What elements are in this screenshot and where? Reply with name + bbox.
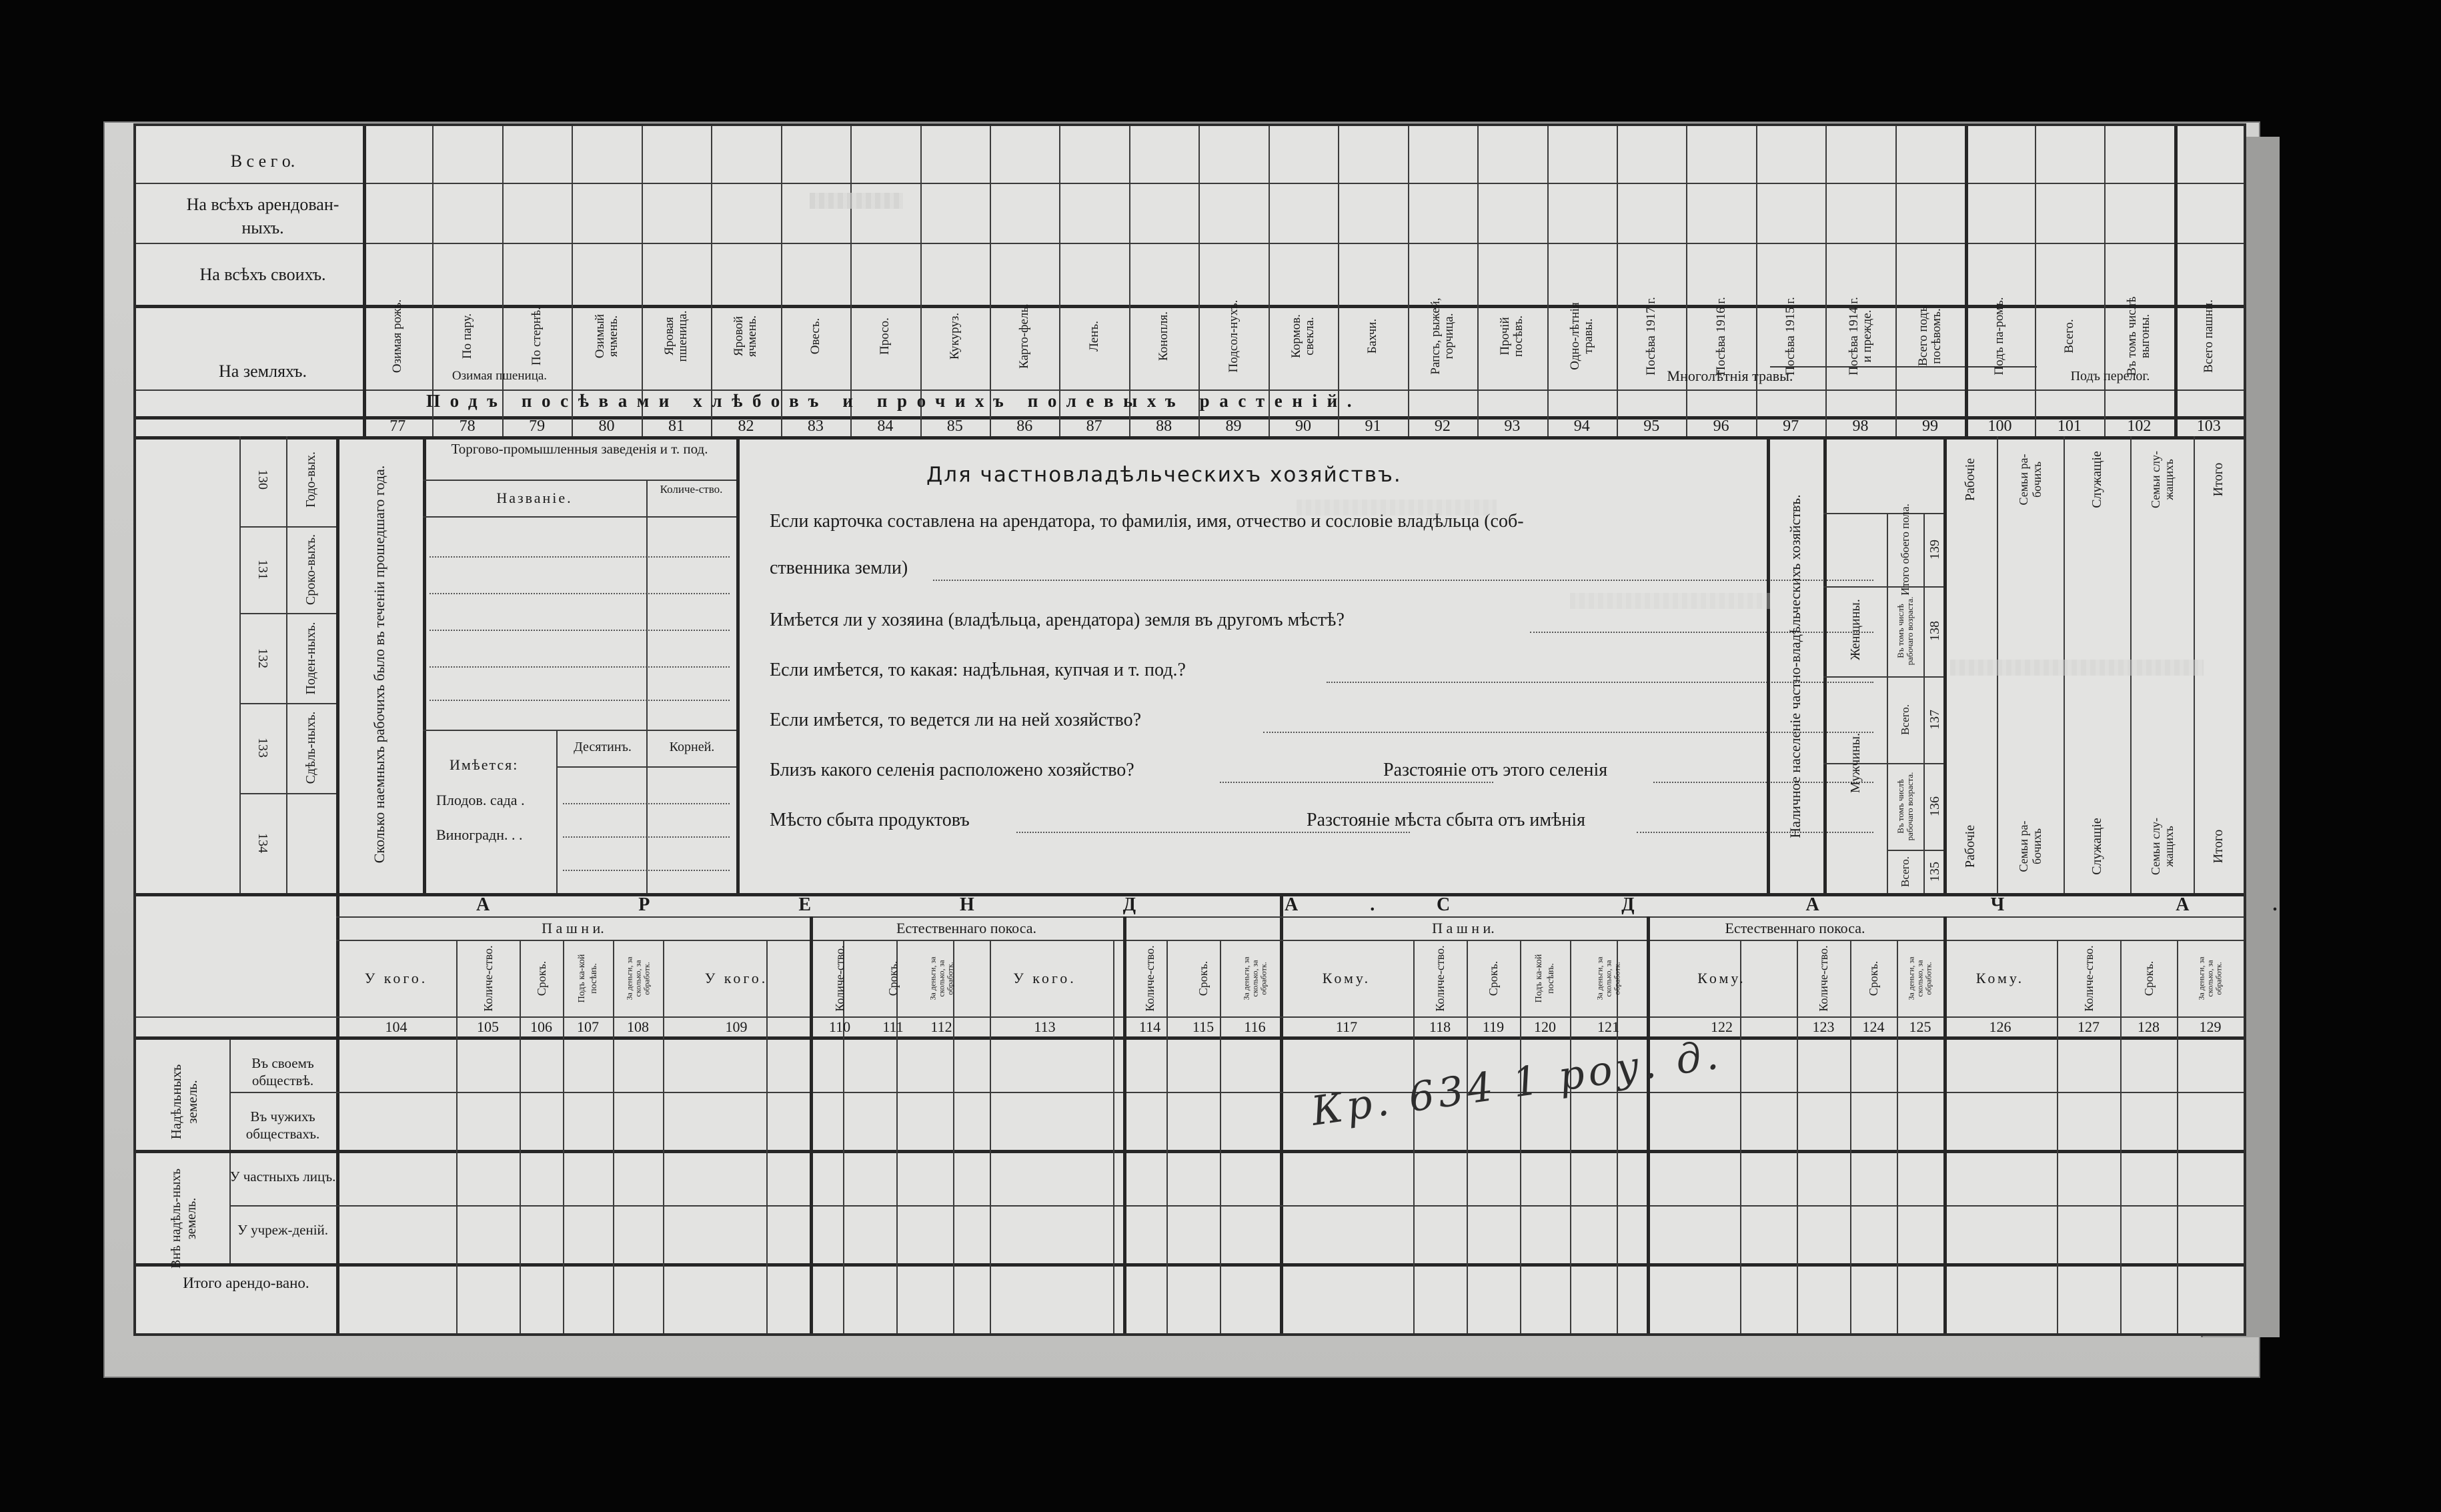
crop-header: Прочій посѣвъ. xyxy=(1498,315,1526,357)
grid-line xyxy=(520,940,521,1333)
col-header-kolichestvo: Количе-ство. xyxy=(1433,945,1447,1012)
crop-col-number: 80 xyxy=(598,418,615,435)
lease-col-number: 122 xyxy=(1711,1018,1733,1035)
grid-line xyxy=(2120,940,2122,1333)
crop-col-divider xyxy=(1756,126,1757,436)
lease-col-number: 115 xyxy=(1192,1018,1214,1035)
crop-header: Посѣва 1916 г. xyxy=(1713,297,1728,375)
col-header-komu: Кому. xyxy=(1322,970,1371,986)
grid-line xyxy=(2057,940,2058,1333)
private-title: Для частновладѣльческихъ хозяйствъ. xyxy=(926,463,1402,487)
sdacha-arable: П а ш н и. xyxy=(1432,920,1495,936)
grid-line xyxy=(1467,940,1468,1333)
crop-col-number: 83 xyxy=(807,418,824,435)
workers-daily: Поден-ныхъ. xyxy=(303,622,318,695)
grid-line xyxy=(136,1036,2244,1040)
question-other-land: Имѣется ли у хозяина (владѣльца, арендатора) земля въ другомъ мѣстѣ? xyxy=(770,610,1345,630)
right-col-employees-b: Служащіе xyxy=(2090,818,2104,875)
pop-num-135: 135 xyxy=(1927,862,1942,882)
women-label: Женщины. xyxy=(1848,599,1863,660)
lease-col-number: 123 xyxy=(1812,1018,1835,1035)
row-rented-label-2: ныхъ. xyxy=(241,218,284,237)
garden-desyatin: Десятинъ. xyxy=(574,740,632,754)
grid-line xyxy=(990,940,991,1333)
crop-col-divider xyxy=(1547,126,1549,436)
lease-col-number: 111 xyxy=(882,1018,904,1035)
crop-header: Всего пашни. xyxy=(2201,299,2216,373)
crop-col-divider xyxy=(502,126,504,436)
row-private-persons: У частныхъ лицъ. xyxy=(229,1169,336,1185)
crop-col-divider xyxy=(1895,126,1897,436)
lease-col-number: 117 xyxy=(1335,1018,1358,1035)
right-col-worker-families-b: Семьи ра-бочихъ xyxy=(2017,820,2044,872)
garden-fruit: Плодов. сада . xyxy=(436,792,525,808)
lease-col-number: 127 xyxy=(2078,1018,2100,1035)
crop-col-number: 77 xyxy=(389,418,406,435)
group-winter-wheat: Озимая пшеница. xyxy=(452,369,548,383)
lease-col-number: 124 xyxy=(1862,1018,1885,1035)
group-perennial-grasses: Многолѣтнія травы. xyxy=(1667,367,1793,384)
grid-line xyxy=(136,1016,2244,1018)
crops-band: Подъ посѣвами хлѣбовъ и прочихъ полевыхъ растеній. xyxy=(426,391,1362,411)
pop-num-137: 137 xyxy=(1927,710,1942,730)
workers-piece: Сдѣль-ныхъ. xyxy=(303,711,318,784)
allotment-lands: Надѣльныхъ земель. xyxy=(168,1064,200,1140)
col-header-srok: Срокъ. xyxy=(1487,960,1500,996)
census-form xyxy=(133,123,2361,1336)
crop-header: Всего. xyxy=(2062,319,2076,353)
group-fallow: Подъ перелог. xyxy=(2070,369,2150,384)
col-header-komu: Кому. xyxy=(1975,970,2025,986)
crop-header: Одно-лѣтнія травы. xyxy=(1567,302,1595,370)
grid-line xyxy=(1166,940,1168,1333)
livestock-num-132: 132 xyxy=(255,648,270,668)
crop-header: Въ томъ числѣ выгоны. xyxy=(2125,296,2153,376)
crop-col-number: 103 xyxy=(2196,418,2221,435)
lease-col-number: 119 xyxy=(1482,1018,1505,1035)
lease-col-number: 107 xyxy=(577,1018,599,1035)
crop-col-number: 102 xyxy=(2127,418,2152,435)
crop-col-number: 98 xyxy=(1852,418,1869,435)
crop-header: Кормов. свекла. xyxy=(1289,314,1317,358)
question-village: Близъ какого селенія расположено хозяйство? xyxy=(770,760,1134,780)
workers-annual: Годо-вых. xyxy=(303,452,318,508)
hired-workers-label: Сколько наемныхъ рабочихъ было въ теченіи прошедшаго года. xyxy=(371,465,387,864)
grid-line xyxy=(766,940,768,1333)
arenda-hay: Естественнаго покоса. xyxy=(896,920,1036,936)
livestock-num-134: 134 xyxy=(255,833,270,853)
right-col-employees: Служащіе xyxy=(2090,451,2104,508)
col-header-srok: Срокъ. xyxy=(2142,960,2156,996)
grid-line xyxy=(663,940,664,1333)
row-total-leased: Итого арендо-вано. xyxy=(183,1275,309,1291)
crop-col-number: 79 xyxy=(529,418,546,435)
question-land-type: Если имѣется, то какая: надѣльная, купчая и т. под.? xyxy=(770,660,1186,680)
col-header-pod_kakoi: Подъ ка-кой посѣвъ. xyxy=(576,954,599,1003)
crop-col-divider xyxy=(2035,126,2036,436)
crop-col-divider xyxy=(432,126,434,436)
lease-col-number: 112 xyxy=(930,1018,952,1035)
women-total-label: Всего. xyxy=(1899,704,1911,735)
crop-col-divider xyxy=(1129,126,1130,436)
right-col-total-b: Итого xyxy=(2211,829,2226,864)
men-total-label: Всего. xyxy=(1899,856,1911,887)
col-header-srok: Срокъ. xyxy=(886,960,900,996)
grid-line xyxy=(136,1150,2244,1153)
crop-col-divider xyxy=(572,126,573,436)
row-total-label: В с е г о. xyxy=(230,151,295,171)
crop-col-divider xyxy=(1965,126,1968,436)
crop-header: Бахчи. xyxy=(1365,318,1380,354)
livestock-num-130: 130 xyxy=(255,470,270,490)
grid-line xyxy=(810,916,813,1333)
crop-header: Карто-фель. xyxy=(1017,303,1032,369)
lease-col-number: 118 xyxy=(1429,1018,1451,1035)
col-header-kolichestvo: Количе-ство. xyxy=(833,945,846,1012)
col-header-kolichestvo: Количе-ство. xyxy=(2082,945,2096,1012)
col-header-u_kogo: У кого. xyxy=(1013,970,1076,986)
crop-col-number: 94 xyxy=(1573,418,1590,435)
garden-vine: Виноградн. . . xyxy=(436,826,523,843)
lease-col-number: 109 xyxy=(725,1018,748,1035)
crop-col-number: 85 xyxy=(946,418,963,435)
crop-col-number: 101 xyxy=(2057,418,2082,435)
grid-line xyxy=(1850,940,1851,1333)
grid-line xyxy=(1413,940,1415,1333)
crop-col-number: 96 xyxy=(1713,418,1729,435)
lease-col-number: 108 xyxy=(627,1018,649,1035)
crop-header: Всего подъ посѣвомъ. xyxy=(1916,306,1943,366)
crop-col-divider xyxy=(1269,126,1270,436)
lease-col-number: 120 xyxy=(1534,1018,1556,1035)
pop-num-138: 138 xyxy=(1927,621,1942,641)
grid-line xyxy=(1797,940,1798,1333)
col-header-za_dengi: За деньги, за сколько, за обработк. xyxy=(2196,956,2224,1000)
grid-line xyxy=(136,1263,2244,1267)
crop-col-number: 92 xyxy=(1434,418,1451,435)
crop-col-divider xyxy=(711,126,712,436)
grid-line xyxy=(336,893,339,1333)
crop-col-number: 82 xyxy=(738,418,754,435)
question-market: Мѣсто сбыта продуктовъ xyxy=(770,810,970,830)
crop-col-number: 78 xyxy=(459,418,476,435)
crop-header: Подсол-нухъ. xyxy=(1226,299,1241,373)
row-own-label: На всѣхъ своихъ. xyxy=(199,265,326,284)
lease-col-number: 104 xyxy=(385,1018,408,1035)
col-header-pod_kakoi: Подъ ка-кой посѣвъ. xyxy=(1533,954,1556,1003)
sdacha-title: С Д А Ч А. xyxy=(1437,894,2361,915)
crop-header: Яровая пшеница. xyxy=(662,310,690,362)
crop-col-divider xyxy=(2174,126,2178,436)
grid-line xyxy=(1570,940,1571,1333)
col-header-za_dengi: За деньги, за сколько, за обработк. xyxy=(928,956,954,1000)
col-header-u_kogo: У кого. xyxy=(364,970,428,986)
crop-col-divider xyxy=(1338,126,1339,436)
lease-col-number: 114 xyxy=(1138,1018,1161,1035)
crop-col-number: 84 xyxy=(877,418,894,435)
right-col-total: Итого xyxy=(2211,462,2226,497)
non-allotment-lands: Внѣ надѣль-ныхъ земель. xyxy=(169,1169,199,1269)
row-other-communes: Въ чужихъ обществахъ. xyxy=(245,1108,320,1142)
crop-col-number: 99 xyxy=(1922,418,1938,435)
crop-header: Посѣва 1914 г. и прежде. xyxy=(1846,297,1874,375)
grid-line xyxy=(1280,893,1283,1333)
grid-line xyxy=(1123,916,1126,1333)
crop-col-number: 87 xyxy=(1086,418,1102,435)
handwritten-note: Кр. 634 1 роу. д. xyxy=(1309,1031,1725,1135)
right-col-workers-b: Рабочіе xyxy=(1963,824,1977,868)
crop-header: Рапсъ, рыжей, горчица. xyxy=(1428,297,1456,375)
lease-col-number: 128 xyxy=(2138,1018,2160,1035)
grid-line xyxy=(336,940,2244,941)
grid-line xyxy=(1740,940,1741,1333)
lease-col-number: 106 xyxy=(530,1018,552,1035)
crop-header: Подъ па-ромъ. xyxy=(1992,297,2007,375)
arenda-title: А Р Е Н Д А. xyxy=(476,894,1447,915)
lease-col-number: 105 xyxy=(477,1018,499,1035)
question-owner-cont: ственника земли) xyxy=(770,558,908,578)
pop-num-136: 136 xyxy=(1927,796,1942,816)
crop-header: Просо. xyxy=(878,317,892,355)
crop-header: Конопля. xyxy=(1156,311,1171,361)
lease-col-number: 126 xyxy=(1989,1018,2011,1035)
question-village-distance: Разстояніе отъ этого селенія xyxy=(1383,760,1608,780)
col-header-za_dengi: За деньги, за сколько, за обработк. xyxy=(1595,956,1621,1000)
crop-header: Посѣва 1917 г. xyxy=(1644,297,1659,375)
crop-col-divider xyxy=(642,126,643,436)
row-own-commune: Въ своемъ обществѣ. xyxy=(251,1055,314,1088)
grid-line xyxy=(563,940,564,1333)
trade-title: Торгово-промышленныя заведенія и т. под. xyxy=(451,441,708,457)
lease-col-number: 113 xyxy=(1034,1018,1056,1035)
crop-header: По стернѣ. xyxy=(530,307,544,365)
women-incl-label: Въ томъ числѣ рабочаго возраста. xyxy=(1895,596,1915,666)
crop-col-divider xyxy=(1825,126,1827,436)
crop-col-divider xyxy=(1477,126,1479,436)
crop-col-number: 81 xyxy=(668,418,684,435)
men-incl-label: Въ томъ числѣ рабочаго возраста. xyxy=(1895,772,1915,841)
total-both-label: Итого обоего пола. xyxy=(1899,504,1911,596)
grid-line xyxy=(456,940,458,1333)
crop-col-divider xyxy=(1198,126,1200,436)
right-col-employee-families: Семьи слу-жащихъ xyxy=(2149,451,2176,508)
col-header-kolichestvo: Количе-ство. xyxy=(1143,945,1156,1012)
crop-header: Посѣва 1915 г. xyxy=(1783,297,1798,375)
crop-header: По пару. xyxy=(460,313,474,359)
grid-line xyxy=(2177,940,2178,1333)
workers-term: Сроко-выхъ. xyxy=(303,534,318,606)
crop-col-divider xyxy=(920,126,922,436)
right-col-worker-families: Семьи ра-бочихъ xyxy=(2017,454,2044,506)
row-rented-label: На всѣхъ арендован- xyxy=(186,195,339,214)
col-header-kolichestvo: Количе-ство. xyxy=(481,945,495,1012)
crop-col-number: 93 xyxy=(1504,418,1521,435)
col-header-srok: Срокъ. xyxy=(1867,960,1880,996)
crop-col-divider xyxy=(1059,126,1060,436)
men-label: Мужчины. xyxy=(1848,732,1863,794)
arenda-arable: П а ш н и. xyxy=(542,920,604,936)
crop-header: Яровой ячмень. xyxy=(732,315,760,357)
lease-col-number: 116 xyxy=(1244,1018,1266,1035)
crop-col-number: 97 xyxy=(1783,418,1799,435)
crop-col-number: 86 xyxy=(1016,418,1033,435)
right-col-workers: Рабочіе xyxy=(1963,458,1977,502)
grid-line xyxy=(229,1092,2244,1093)
grid-line xyxy=(1520,940,1521,1333)
crop-col-divider xyxy=(1686,126,1687,436)
col-header-za_dengi: За деньги, за сколько, за обработк. xyxy=(624,956,651,1000)
crop-header: Озимая рожь. xyxy=(390,299,405,373)
grid-line xyxy=(613,940,614,1333)
trade-name-header: Названіе. xyxy=(496,490,573,506)
lease-col-number: 110 xyxy=(828,1018,851,1035)
crop-header: Ленъ. xyxy=(1086,321,1101,351)
lease-col-number: 129 xyxy=(2199,1018,2222,1035)
grid-line xyxy=(229,1205,2244,1207)
row-land-label: На земляхъ. xyxy=(219,361,307,381)
crop-col-number: 91 xyxy=(1365,418,1381,435)
garden-has: Имѣется: xyxy=(450,756,519,773)
question-owner: Если карточка составлена на арендатора, то фамилія, имя, отчество и сословіе владѣльца (соб- xyxy=(770,511,1524,532)
grid-line xyxy=(336,916,2244,918)
lease-col-number: 121 xyxy=(1597,1018,1619,1035)
crop-col-number: 95 xyxy=(1643,418,1660,435)
crop-header: Кукуруз. xyxy=(947,312,962,360)
crop-col-number: 88 xyxy=(1156,418,1172,435)
crop-col-number: 90 xyxy=(1295,418,1311,435)
crop-col-divider xyxy=(850,126,852,436)
crop-col-number: 89 xyxy=(1225,418,1242,435)
col-header-za_dengi: За деньги, за сколько, за обработк. xyxy=(1241,956,1268,1000)
pop-num-139: 139 xyxy=(1927,540,1942,560)
grid-line xyxy=(1113,940,1114,1333)
row-institutions: У учреж-деній. xyxy=(237,1222,329,1238)
col-header-komu: Кому. xyxy=(1697,970,1746,986)
right-col-employee-families-b: Семьи слу-жащихъ xyxy=(2149,818,2176,875)
trade-qty-header: Количе-ство. xyxy=(660,483,723,496)
livestock-num-133: 133 xyxy=(255,738,270,758)
lease-col-number: 125 xyxy=(1909,1018,1931,1035)
crop-col-number: 100 xyxy=(1987,418,2012,435)
livestock-num-131: 131 xyxy=(255,560,270,580)
question-farming: Если имѣется, то ведется ли на ней хозяйство? xyxy=(770,710,1141,730)
crop-header: Овесъ. xyxy=(808,317,822,355)
crop-col-divider xyxy=(1408,126,1409,436)
question-market-distance: Разстояніе мѣста сбыта отъ имѣнія xyxy=(1307,810,1585,830)
col-header-kolichestvo: Количе-ство. xyxy=(1817,945,1830,1012)
garden-roots: Корней. xyxy=(669,740,715,754)
grid-line xyxy=(1220,940,1221,1333)
grid-line xyxy=(1897,940,1898,1333)
col-header-u_kogo: У кого. xyxy=(704,970,768,986)
crop-header: Озимый ячмень. xyxy=(592,313,620,359)
crop-col-divider xyxy=(2104,126,2106,436)
crop-col-divider xyxy=(781,126,782,436)
col-header-srok: Срокъ. xyxy=(1196,960,1210,996)
col-header-za_dengi: За деньги, за сколько, за обработк. xyxy=(1906,956,1933,1000)
sdacha-hay: Естественнаго покоса. xyxy=(1725,920,1865,936)
population-label: Наличное населеніе частно-владѣльческихъ хозяйствъ. xyxy=(1787,494,1803,838)
crop-col-divider xyxy=(990,126,991,436)
crop-col-divider xyxy=(1617,126,1618,436)
col-header-srok: Срокъ. xyxy=(534,960,548,996)
